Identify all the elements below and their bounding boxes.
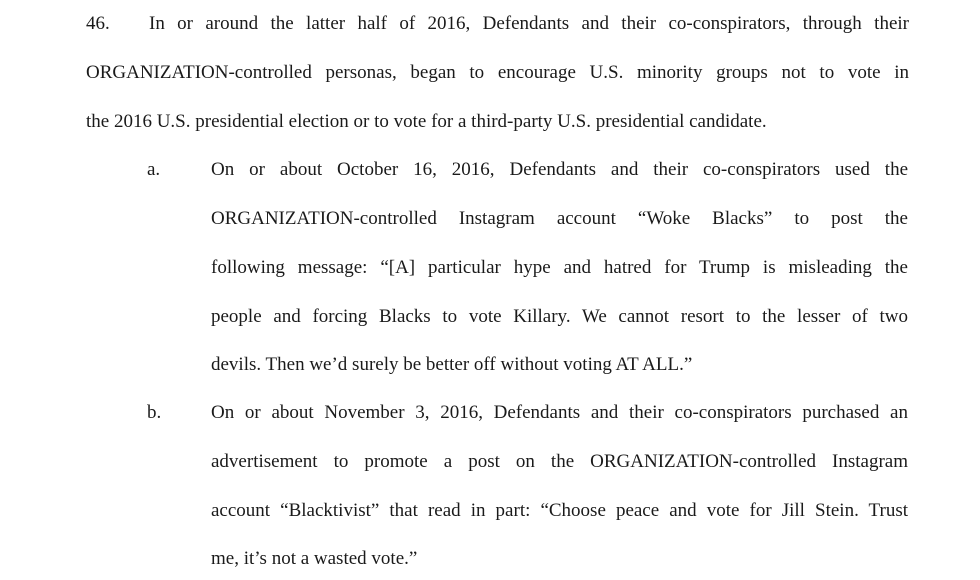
item-b-line-1: On or about November 3, 2016, Defendants and their co-conspirators purchased an	[211, 402, 908, 423]
item-b-line-3: account “Blacktivist” that read in part: “Choose peace and vote for Jill Stein. Trust	[211, 500, 908, 521]
item-a-line-4: people and forcing Blacks to vote Killary. We cannot resort to the lesser of two	[211, 306, 908, 327]
paragraph-line-2: ORGANIZATION-controlled personas, began to encourage U.S. minority groups not to vote in	[86, 62, 909, 83]
item-a-line-1: On or about October 16, 2016, Defendants and their co-conspirators used the	[211, 159, 908, 180]
item-a-line-5: devils. Then we’d surely be better off without voting AT ALL.”	[211, 354, 693, 375]
item-a-label: a.	[147, 159, 161, 180]
item-a-line-2: ORGANIZATION-controlled Instagram account “Woke Blacks” to post the	[211, 208, 908, 229]
paragraph-line-1: In or around the latter half of 2016, Defendants and their co-conspirators, through their	[149, 13, 909, 34]
item-b-line-4: me, it’s not a wasted vote.”	[211, 548, 418, 569]
item-b-label: b.	[147, 402, 162, 423]
paragraph-number: 46.	[86, 13, 110, 34]
item-b-line-2: advertisement to promote a post on the ORGANIZATION-controlled Instagram	[211, 451, 908, 472]
paragraph-line-3: the 2016 U.S. presidential election or to vote for a third-party U.S. presidential candidate.	[86, 111, 767, 132]
item-a-line-3: following message: “[A] particular hype and hatred for Trump is misleading the	[211, 257, 908, 278]
